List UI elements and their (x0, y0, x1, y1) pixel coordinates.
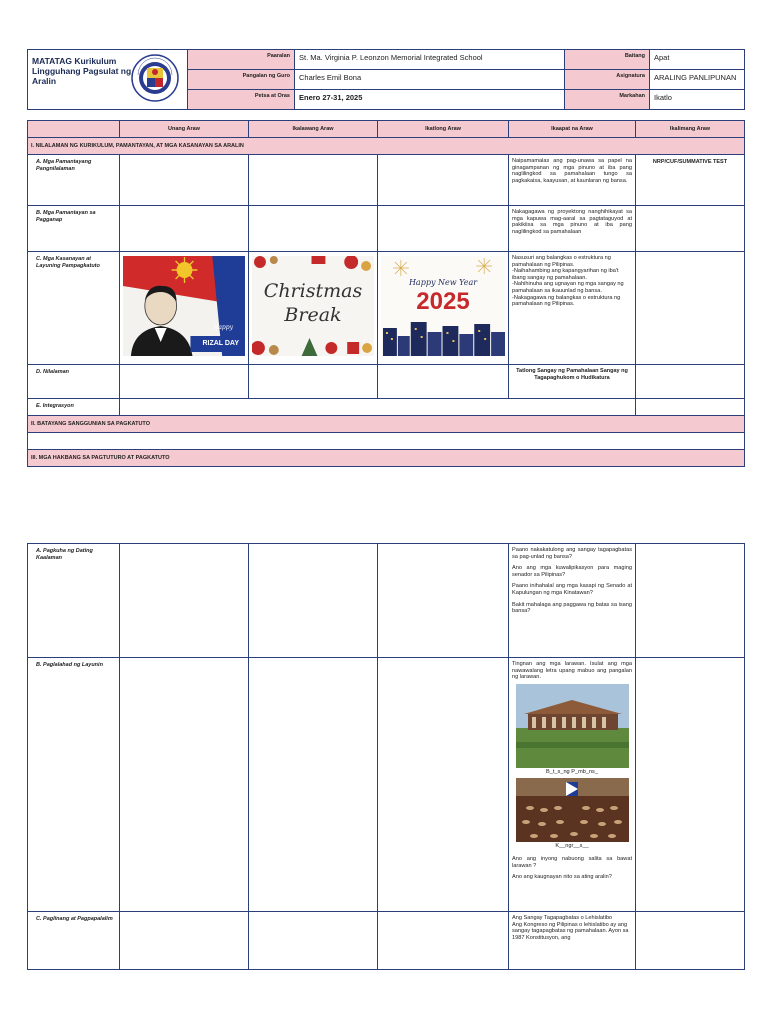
day-header-4: Ikaapat na Araw (509, 121, 636, 138)
christmas-break-image (252, 256, 374, 356)
school-label: Paaralan (188, 50, 295, 70)
teacher-value: Charles Emil Bona (295, 70, 565, 90)
document-title: MATATAG Kurikulum Lingguhang Pagsulat ng Aralin (32, 56, 132, 86)
cell-empty (378, 155, 509, 206)
date-value: Enero 27-31, 2025 (295, 90, 565, 110)
grade-label: Baitang (565, 50, 650, 70)
row-label-integration: E. Integrasyon (28, 399, 120, 416)
learning-competencies-day4: Nasusuri ang balangkas o estruktura ng pamahalaan ng Pilipinas. -Naihahambing ang kapangyarihan ng iba't ibang sangay ng pamahalaan. -Nahihinuha ang ugnayan ng mga sangay ng pamahalaan sa ikauunlad ng bansa. -Nakagagawa ng balangkas o estruktura ng pamahalaan ng Pilipinas. (509, 252, 636, 365)
cell-empty (636, 365, 745, 399)
row-label-content: D. Nilalaman (28, 365, 120, 399)
quarter-label: Markahan (565, 90, 650, 110)
cell-empty (378, 658, 509, 912)
cell-empty (636, 206, 745, 252)
cell-empty (120, 206, 249, 252)
prior-question-4: Bakit mahalaga ang paggawa ng batas sa isang bansa? (512, 601, 632, 615)
rizal-day-text: RIZAL DAY (202, 340, 239, 347)
teacher-label: Pangalan ng Guro (188, 70, 295, 90)
row-label-objectives: B. Paglalahad ng Layunin (28, 658, 120, 912)
prior-question-3: Paano inihahalal ang mga kasapi ng Senado at Kapulungan ng mga Kinatawan? (512, 583, 632, 596)
rizal-happy-text: Happy (213, 324, 233, 331)
cell-empty (636, 399, 745, 416)
cell-empty (636, 912, 745, 970)
row-label-development: C. Paglinang at Pagpapalalim (28, 912, 120, 970)
content-day4: Tatlong Sangay ng Pamahalaan Sangay ng Tagapaghukom o Hudikatura (509, 365, 636, 399)
grade-value: Apat (650, 50, 745, 70)
day-header-3: Ikatlong Araw (378, 121, 509, 138)
cell-empty (249, 155, 378, 206)
date-label: Petsa at Oras (188, 90, 295, 110)
objectives-day4 (509, 658, 636, 912)
development-day4: Ang Sangay Tagapagbatas o Lehislatibo Ang Kongreso ng Pilipinas o lehislatibo ay ang sangay tagapagbatas ng pamahalaan. Ayon sa 1987 Konstitusyon, ang (509, 912, 636, 970)
content-standards-day5: NRP/CUF/SUMMATIVE TEST (636, 155, 745, 206)
row-label-performance-standards: B. Mga Pamantayan sa Pagganap (28, 206, 120, 252)
cell-empty (249, 912, 378, 970)
cell-empty (378, 544, 509, 658)
cell-empty (120, 658, 249, 912)
content-standards-day4: Naipamamalas ang pag-unawa sa papel na ginagampanan ng mga pinuno at iba pang naglilingkod sa pamahalaan tungo sa pagkakaisa, kaayusan, at kaunlaran ng bansa. (509, 155, 636, 206)
congress-session-photo (516, 778, 629, 842)
cell-empty (378, 912, 509, 970)
cell-empty (249, 544, 378, 658)
rizal-day-image-cell (120, 252, 249, 365)
new-year-image-cell (378, 252, 509, 365)
subject-value: ARALING PANLIPUNAN (650, 70, 745, 90)
day-header-1: Unang Araw (120, 121, 249, 138)
integration-cell (120, 399, 636, 416)
header-title-cell (28, 50, 188, 110)
day-header-5: Ikalimang Araw (636, 121, 745, 138)
caption-batasang-pambansa: B_t_s_ng P_mb_ns_ (546, 768, 598, 775)
row-label-learning-competencies: C. Mga Kasanayan at Layuning Pampagkatuto (28, 252, 120, 365)
prior-knowledge-day4 (509, 544, 636, 658)
header-table (27, 49, 745, 110)
section-header-curriculum: I. NILALAMAN NG KURIKULUM, PAMANTAYAN, AT MGA KASANAYAN SA ARALIN (28, 138, 745, 155)
cell-empty (378, 365, 509, 399)
cell-empty (120, 365, 249, 399)
day-header-2: Ikalawang Araw (249, 121, 378, 138)
cell-empty (120, 155, 249, 206)
references-empty-row (28, 433, 745, 450)
cell-empty (378, 206, 509, 252)
cell-empty (249, 206, 378, 252)
cell-empty (636, 252, 745, 365)
happy-new-year-text: Happy New Year (408, 278, 478, 287)
batasang-pambansa-photo (516, 684, 629, 768)
row-label-prior-knowledge: A. Pagkuha ng Dating Kaalaman (28, 544, 120, 658)
objectives-question-2: Ano ang kaugnayan nito sa ating aralin? (512, 874, 612, 881)
prior-question-2: Ano ang mga kuwalipikasyon para maging senador sa Pilipinas? (512, 565, 632, 578)
christmas-break-image-cell (249, 252, 378, 365)
caption-kongreso: K__ngr__s__ (555, 843, 589, 850)
lesson-plan-table (27, 120, 745, 467)
objectives-intro: Tingnan ang mga larawan. Isulat ang mga nawawalang letra upang mabuo ang pangalan ng larawan. (512, 661, 632, 681)
rizal-day-image (123, 256, 245, 356)
row-label-content-standards: A. Mga Pamantayang Pangnilalaman (28, 155, 120, 206)
corner-cell (28, 121, 120, 138)
prior-question-1: Paano nakakatulong ang sangay tagapagbatas sa pag-unlad ng bansa? (512, 547, 632, 560)
cell-empty (636, 658, 745, 912)
quarter-value: Ikatlo (650, 90, 745, 110)
deped-seal-icon (130, 53, 180, 103)
christmas-text: Christmas (263, 280, 363, 302)
cell-empty (249, 658, 378, 912)
new-year-image (381, 256, 505, 356)
school-value: St. Ma. Virginia P. Leonzon Memorial Integrated School (295, 50, 565, 70)
cell-empty (120, 544, 249, 658)
objectives-question-1: Ano ang inyong nabuong salita sa bawat larawan ? (512, 855, 632, 869)
performance-standards-day4: Nakagagawa ng proyektong nanghihikayat sa mga kapuwa mag-aaral sa pagtataguyod at pakikiisa sa mga pinuno at iba pang naglilingkod sa pamahalaan (509, 206, 636, 252)
section-header-references: II. BATAYANG SANGGUNIAN SA PAGKATUTO (28, 416, 745, 433)
cell-empty (249, 365, 378, 399)
break-text: Break (284, 304, 342, 326)
year-2025-text: 2025 (416, 288, 470, 315)
cell-empty (636, 544, 745, 658)
section-header-procedures: III. MGA HAKBANG SA PAGTUTURO AT PAGKATUTO (28, 450, 745, 467)
cell-empty (120, 912, 249, 970)
procedures-table (27, 543, 745, 970)
subject-label: Asignatura (565, 70, 650, 90)
